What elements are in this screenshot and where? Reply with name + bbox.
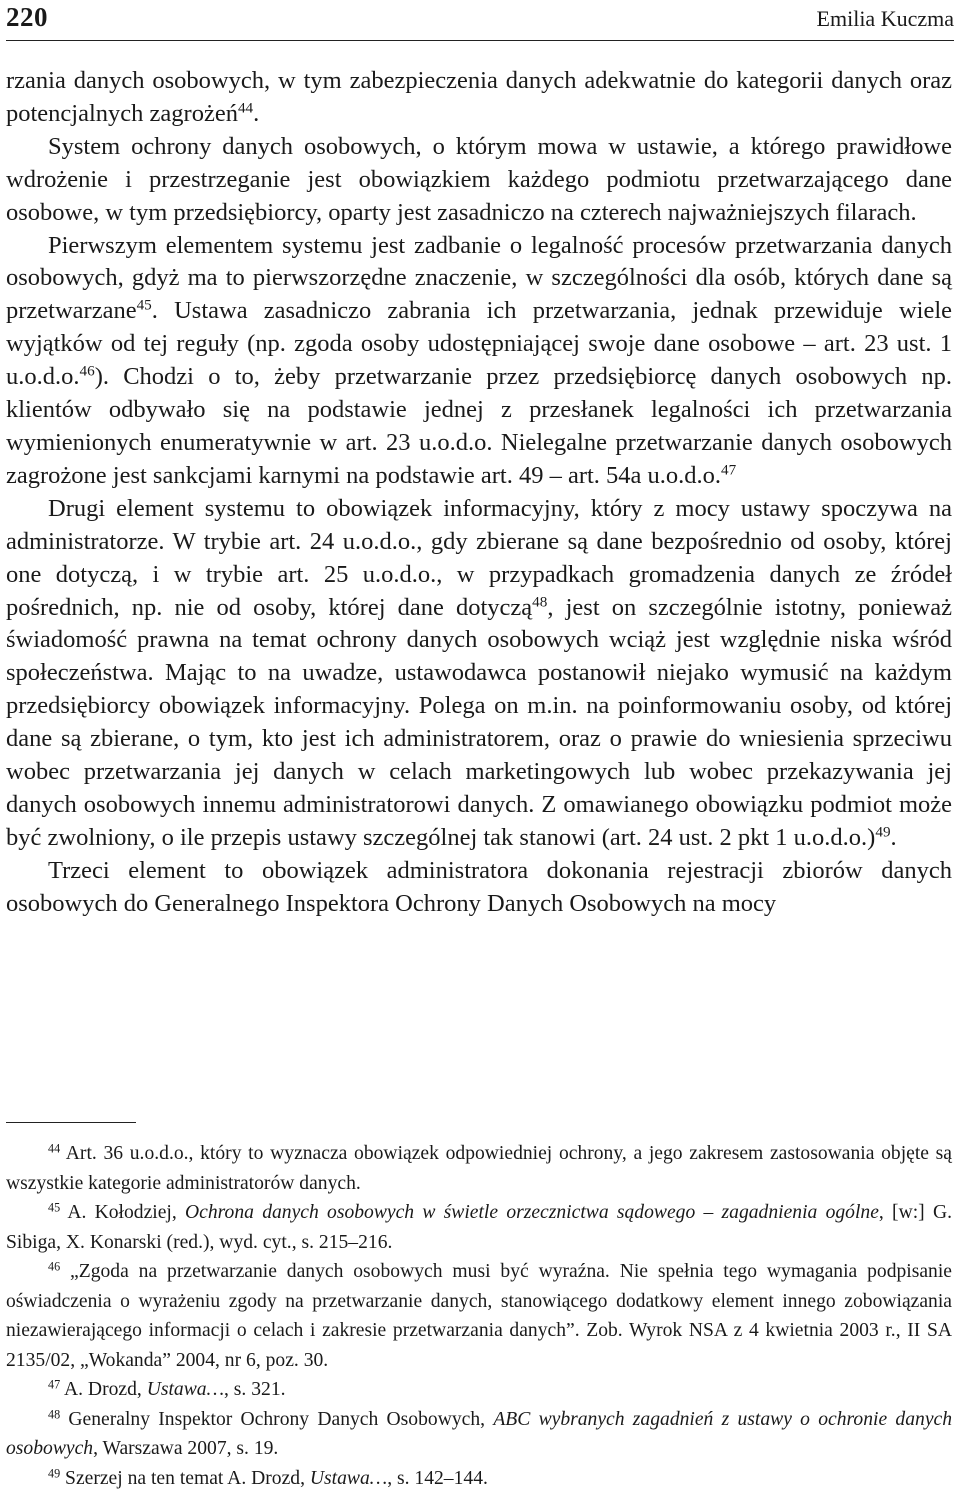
footnote-reference: 44: [238, 100, 253, 117]
text-run: Pierwszym elementem systemu jest zadbanie o legalność procesów przetwarzania danych osobowych, gdyż ma to pierwszorzędne znaczenie, w szczególności dla osób, których dane są przetwarzane: [6, 232, 952, 325]
body-text: [6, 65, 952, 921]
text-run: Art. 36 u.o.d.o., który to wyznacza obowiązek odpowiedniej ochrony, a jego zakresem zastosowania objęte są wszystkie kategorie administratorów danych.: [6, 1143, 952, 1194]
footnote-49: [6, 1464, 952, 1493]
text-run: ). Chodzi o to, żeby przetwarzanie przez przedsiębiorcę danych osobowych np. klientów odbywało się na podstawie jednej z przesłanek legalności ich przetwarzania wymienionych enumeratywnie w art. 23 u.o.d.o. Nielegalne przetwarzanie danych osobowych zagrożone jest sankcjami karnymi na podstawie art. 49 – art. 54a u.o.d.o.: [6, 363, 952, 489]
text-run: , jest on szczególnie istotny, ponieważ świadomość prawna na temat ochrony danych osobowych wciąż jest względnie niska wśród społeczeństwa. Mając to na uwadze, ustawodawca postanowił niejako wymusić na każdym przedsiębiorcy obowiązek informacyjny. Polega on m.in. na poinformowaniu osoby, od której dane są zbierane, o tym, kto jest ich administratorem, oraz o prawie do wniesienia sprzeciwu wobec przetwarzania jej danych w celach marketingowych lub wobec przekazywania jej danych osobowych innemu administratorowi danych. Z omawianego obowiązku podmiot może być zwolniony, o ile przepis ustawy szczególnej tak stanowi (art. 24 ust. 2 pkt 1 u.o.d.o.): [6, 594, 952, 851]
text-run: .: [253, 100, 259, 127]
footnote-reference: 48: [532, 593, 547, 610]
running-head-author: Emilia Kuczma: [817, 6, 954, 32]
text-run: rzania danych osobowych, w tym zabezpieczenia danych adekwatnie do kategorii danych oraz potencjalnych zagrożeń: [6, 67, 952, 127]
text-run: .: [891, 824, 897, 851]
text-run: Generalny Inspektor Ochrony Danych Osobowych,: [68, 1409, 493, 1430]
footnote-number: 45: [48, 1200, 60, 1214]
italic-title: Ustawa…: [310, 1468, 387, 1489]
paragraph-system-overview: [6, 131, 952, 230]
footnote-number: 46: [48, 1259, 60, 1273]
text-run: Drugi element systemu to obowiązek informacyjny, który z mocy ustawy spoczywa na administratorze. W trybie art. 24 u.o.d.o., gdy zbierane są dane bezpośrednio od osoby, której one dotyczą, i w trybie art. 25 u.o.d.o., w przypadkach gromadzenia danych ze źródeł pośrednich, np. nie od osoby, której dane dotyczą: [6, 495, 952, 621]
paragraph-second-element: [6, 493, 952, 855]
paragraph-third-element: [6, 855, 952, 921]
text-run: Szerzej na ten temat A. Drozd,: [65, 1468, 310, 1489]
text-run: Trzeci element to obowiązek administratora dokonania rejestracji zbiorów danych osobowych do Generalnego Inspektora Ochrony Danych Osobowych na mocy: [6, 857, 952, 917]
page-header: [6, 0, 954, 41]
paragraph-continuation: [6, 65, 952, 131]
footnote-reference: 45: [137, 297, 152, 314]
text-run: . Ustawa zasadniczo zabrania ich przetwarzania, jednak przewiduje wiele wyjątków od tej reguły (np. zgoda osoby udostępniającej swoje dane osobowe – art. 23 ust. 1 u.o.d.o.: [6, 297, 952, 390]
footnote-separator: [6, 1122, 136, 1123]
italic-title: Ochrona danych osobowych w świetle orzecznictwa sądowego – zagadnienia ogólne: [185, 1202, 879, 1223]
footnote-number: 44: [48, 1141, 60, 1155]
text-run: , s. 142–144.: [387, 1468, 488, 1489]
text-run: , [w:] G. Sibiga, X. Konarski (red.), wyd. cyt., s. 215–216.: [6, 1202, 952, 1253]
text-run: System ochrony danych osobowych, o którym mowa w ustawie, a którego prawidłowe wdrożenie i przestrzeganie jest obowiązkiem każdego podmiotu przetwarzającego dane osobowe, w tym przedsiębiorcy, oparty jest zasadniczo na czterech najważniejszych filarach.: [6, 133, 952, 226]
footnote-reference: 49: [875, 824, 890, 841]
footnotes: [6, 1139, 952, 1493]
footnote-47: [6, 1375, 952, 1405]
footnote-45: [6, 1198, 952, 1257]
footnote-reference: 46: [80, 363, 95, 380]
text-run: , Warszawa 2007, s. 19.: [93, 1438, 278, 1459]
text-run: , s. 321.: [224, 1379, 286, 1400]
text-run: „Zgoda na przetwarzanie danych osobowych musi być wyraźna. Nie spełnia tego wymagania podpisanie oświadczenia o wyrażeniu zgody na przetwarzanie danych, stanowiącego dodatkowy element innego zobowiązania niezawierającego informacji o celach i zakresie przetwarzania danych”. Zob. Wyrok NSA z 4 kwietnia 2003 r., II SA 2135/02, „Wokanda” 2004, nr 6, poz. 30.: [6, 1261, 952, 1371]
footnote-number: 48: [48, 1407, 60, 1421]
footnote-48: [6, 1405, 952, 1464]
footnote-reference: 47: [721, 462, 736, 479]
paragraph-first-element: [6, 230, 952, 493]
text-run: A. Drozd,: [64, 1379, 147, 1400]
text-run: A. Kołodziej,: [67, 1202, 185, 1223]
italic-title: Ustawa…: [147, 1379, 224, 1400]
footnote-number: 49: [48, 1466, 60, 1480]
page-number: 220: [6, 2, 48, 33]
footnote-44: [6, 1139, 952, 1198]
footnote-number: 47: [48, 1377, 60, 1391]
italic-title: ABC wybranych zagadnień z ustawy o ochronie danych osobowych: [6, 1409, 952, 1460]
footnote-46: [6, 1257, 952, 1375]
